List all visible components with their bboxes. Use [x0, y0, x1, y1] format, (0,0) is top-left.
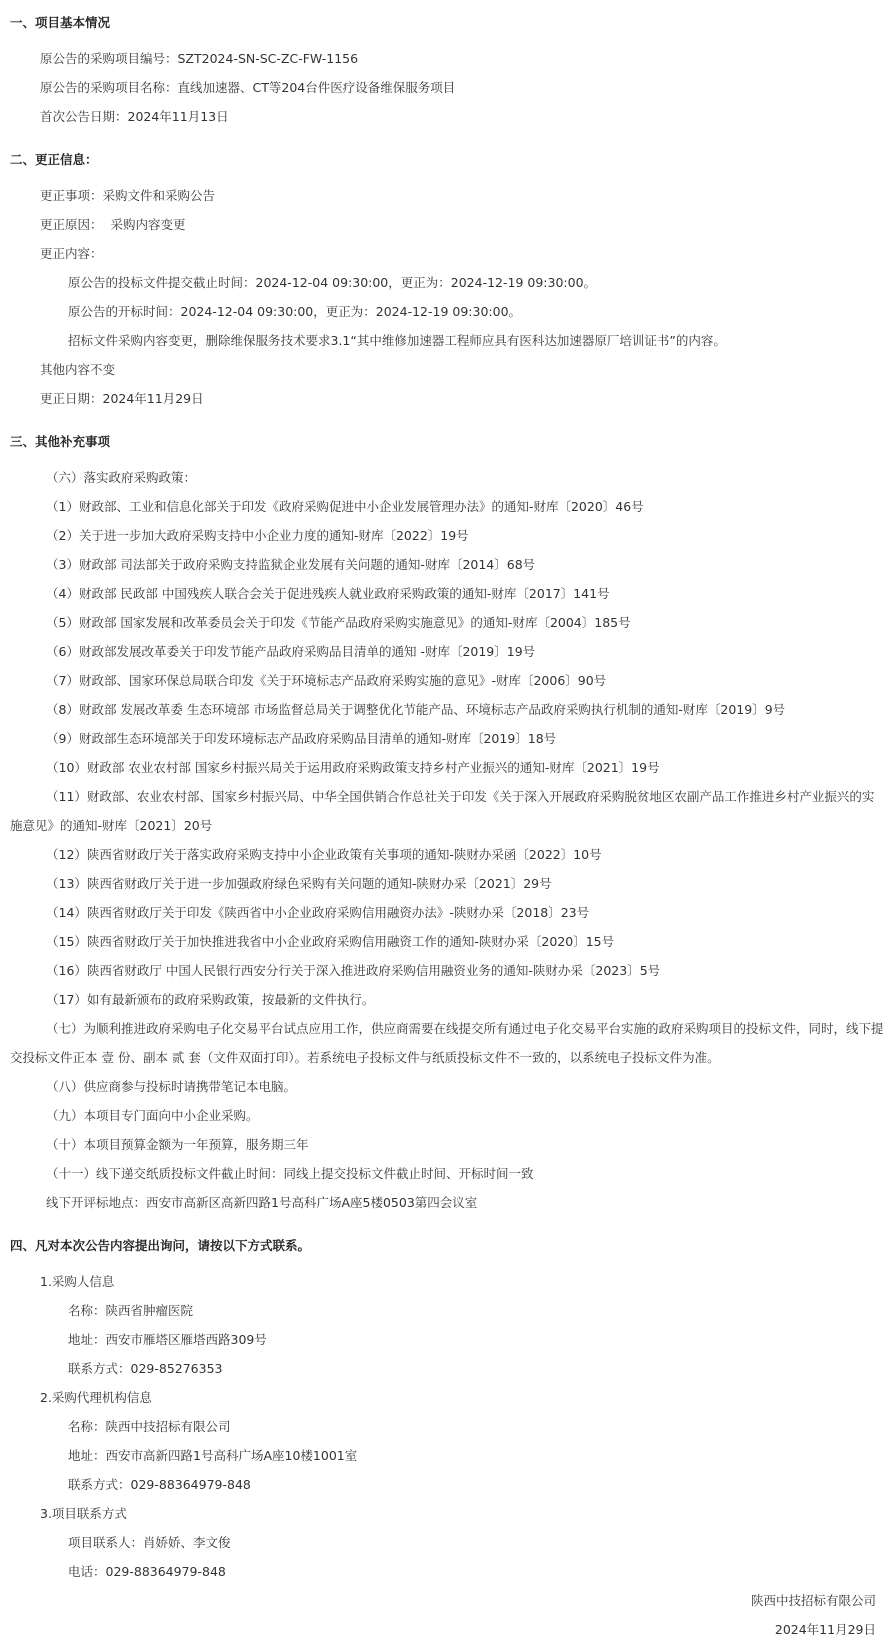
policy-item: （1）财政部、工业和信息化部关于印发《政府采购促进中小企业发展管理办法》的通知-财库〔2020〕46号: [46, 499, 644, 514]
laptop-note: （八）供应商参与投标时请携带笔记本电脑。: [46, 1079, 297, 1094]
electronic-bid-note: （七）为顺利推进政府采购电子化交易平台试点应用工作，供应商需要在线提交所有通过电子化交易平台实施的政府采购项目的投标文件，同时，线下提交投标文件正本 壹 份、副本 贰 套（文件双面打印）。若系统电子投标文件与纸质投标文件不一致的，以系统电子投标文件为准。: [10, 1021, 884, 1065]
policy-item: （8）财政部 发展改革委 生态环境部 市场监督总局关于调整优化节能产品、环境标志产品政府采购执行机制的通知-财库〔2019〕9号: [46, 702, 786, 717]
buyer-address: 地址：西安市雁塔区雁塔西路309号: [68, 1332, 267, 1347]
policy-item: （16）陕西省财政厅 中国人民银行西安分行关于深入推进政府采购信用融资业务的通知-陕财办采〔2023〕5号: [46, 963, 661, 978]
section-basic-info-title: 一、项目基本情况: [10, 15, 111, 30]
correction-item: 更正事项：采购文件和采购公告: [40, 188, 216, 203]
policy-item: （15）陕西省财政厅关于加快推进我省中小企业政府采购信用融资工作的通知-陕财办采〔2020〕15号: [46, 934, 615, 949]
sme-note: （九）本项目专门面向中小企业采购。: [46, 1108, 259, 1123]
section-contact-title: 四、凡对本次公告内容提出询问，请按以下方式联系。: [10, 1238, 311, 1253]
policy-item: （13）陕西省财政厅关于进一步加强政府绿色采购有关问题的通知-陕财办采〔2021〕29号: [46, 876, 552, 891]
first-announcement-date: 首次公告日期：2024年11月13日: [40, 109, 229, 124]
policy-item: （9）财政部生态环境部关于印发环境标志产品政府采购品目清单的通知-财库〔2019〕18号: [46, 731, 557, 746]
policy-item: （10）财政部 农业农村部 国家乡村振兴局关于运用政府采购政策支持乡村产业振兴的通知-财库〔2021〕19号: [46, 760, 660, 775]
project-contact-phone: 电话：029-88364979-848: [68, 1564, 226, 1579]
policy-item: （4）财政部 民政部 中国残疾人联合会关于促进残疾人就业政府采购政策的通知-财库〔2017〕141号: [46, 586, 610, 601]
agent-address: 地址：西安市高新四路1号高科广场A座10楼1001室: [68, 1448, 358, 1463]
original-project-number: 原公告的采购项目编号：SZT2024-SN-SC-ZC-FW-1156: [40, 51, 359, 66]
other-content-unchanged: 其他内容不变: [40, 362, 116, 377]
policy-item: （7）财政部、国家环保总局联合印发《关于环境标志产品政府采购实施的意见》-财库〔2006〕90号: [46, 673, 607, 688]
policy-item: （11）财政部、农业农村部、国家乡村振兴局、中华全国供销合作总社关于印发《关于深入开展政府采购脱贫地区农副产品工作推进乡村产业振兴的实施意见》的通知-财库〔2021〕20号: [10, 789, 875, 833]
correction-change: 招标文件采购内容变更，删除维保服务技术要求3.1“其中维修加速器工程师应具有医科达加速器原厂培训证书”的内容。: [68, 333, 726, 348]
correction-date: 更正日期：2024年11月29日: [40, 391, 204, 406]
correction-change: 原公告的开标时间：2024-12-04 09:30:00，更正为：2024-12-19 09:30:00。: [68, 304, 522, 319]
buyer-phone: 联系方式：029-85276353: [68, 1361, 223, 1376]
buyer-heading: 1.采购人信息: [40, 1274, 115, 1289]
correction-content-label: 更正内容：: [40, 246, 103, 261]
policy-item: （14）陕西省财政厅关于印发《陕西省中小企业政府采购信用融资办法》-陕财办采〔2018〕23号: [46, 905, 590, 920]
policy-item: （5）财政部 国家发展和改革委员会关于印发《节能产品政府采购实施意见》的通知-财库〔2004〕185号: [46, 615, 631, 630]
correction-reason: 更正原因： 采购内容变更: [40, 217, 186, 232]
section-supplement-title: 三、其他补充事项: [10, 434, 111, 449]
buyer-name: 名称：陕西省肿瘤医院: [68, 1303, 194, 1318]
original-project-name: 原公告的采购项目名称：直线加速器、CT等204台件医疗设备维保服务项目: [40, 80, 456, 95]
correction-change: 原公告的投标文件提交截止时间：2024-12-04 09:30:00，更正为：2024-12-19 09:30:00。: [68, 275, 597, 290]
agent-phone: 联系方式：029-88364979-848: [68, 1477, 251, 1492]
policy-item: （17）如有最新颁布的政府采购政策，按最新的文件执行。: [46, 992, 375, 1007]
venue-note: 线下开评标地点：西安市高新区高新四路1号高科广场A座5楼0503第四会议室: [46, 1195, 478, 1210]
footer-date: 2024年11月29日: [774, 1622, 876, 1637]
agent-heading: 2.采购代理机构信息: [40, 1390, 152, 1405]
project-contact-person: 项目联系人：肖娇娇、李文俊: [68, 1535, 231, 1550]
policy-item: （3）财政部 司法部关于政府采购支持监狱企业发展有关问题的通知-财库〔2014〕68号: [46, 557, 536, 572]
policy-item: （12）陕西省财政厅关于落实政府采购支持中小企业政策有关事项的通知-陕财办采函〔2022〕10号: [46, 847, 602, 862]
footer-company: 陕西中技招标有限公司: [750, 1593, 876, 1608]
policy-item: （6）财政部发展改革委关于印发节能产品政府采购品目清单的通知 -财库〔2019〕19号: [46, 644, 536, 659]
paper-deadline-note: （十一）线下递交纸质投标文件截止时间：同线上提交投标文件截止时间、开标时间一致: [46, 1166, 534, 1181]
project-contact-heading: 3.项目联系方式: [40, 1506, 127, 1521]
policy-heading: （六）落实政府采购政策：: [46, 470, 197, 485]
policy-item: （2）关于进一步加大政府采购支持中小企业力度的通知-财库〔2022〕19号: [46, 528, 469, 543]
budget-note: （十）本项目预算金额为一年预算，服务期三年: [46, 1137, 309, 1152]
section-correction-title: 二、更正信息：: [10, 152, 98, 167]
agent-name: 名称：陕西中技招标有限公司: [68, 1419, 231, 1434]
